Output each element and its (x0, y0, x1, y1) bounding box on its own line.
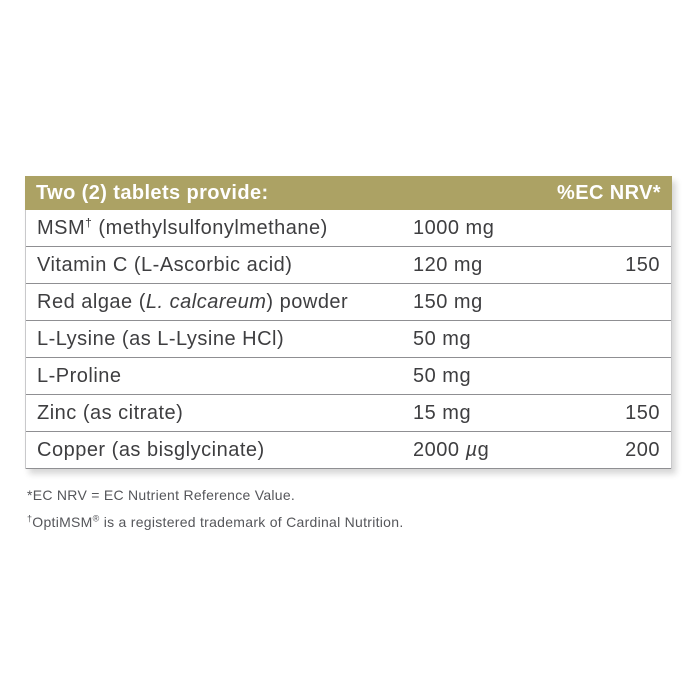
table-row-msm (26, 210, 671, 247)
table-header-nrv-label: %EC NRV* (557, 181, 661, 204)
nutrient-name: Red algae (L. calcareum) powder (37, 290, 349, 313)
nutrient-name: L-Lysine (as L-Lysine HCl) (37, 327, 285, 350)
nutrient-amount: 1000 mg (413, 216, 495, 239)
table-row-l-lysine (26, 321, 671, 358)
nutrient-name: Copper (as bisglycinate) (37, 438, 265, 461)
nutrient-amount: 15 mg (413, 401, 472, 424)
nutrient-amount: 120 mg (413, 253, 483, 276)
table-header-row (25, 176, 672, 210)
table-row-l-proline (26, 358, 671, 395)
asterisk-marker: * (27, 487, 33, 503)
dagger-marker: † (27, 513, 33, 524)
nutrient-amount: 2000 µg (413, 438, 490, 461)
table-body (25, 210, 672, 469)
nutrient-name: L-Proline (37, 364, 122, 387)
nutrient-name: MSM† (methylsulfonylmethane) (37, 214, 328, 239)
micro-symbol: µ (465, 438, 478, 461)
table-header-title: Two (2) tablets provide: (36, 181, 269, 204)
nutrient-amount: 50 mg (413, 327, 472, 350)
footnote-ec-nrv: *EC NRV = EC Nutrient Reference Value. (27, 487, 296, 503)
nutrient-nrv: 150 (625, 253, 660, 276)
dagger-marker: † (85, 214, 93, 229)
footnote-optimsm: †OptiMSM® is a registered trademark of Cardinal Nutrition. (27, 513, 404, 530)
latin-name: L. calcareum (145, 290, 267, 313)
table-row-vitamin-c (26, 247, 671, 284)
footnotes (27, 487, 404, 541)
nutrient-amount: 150 mg (413, 290, 483, 313)
table-row-zinc (26, 395, 671, 432)
supplement-table (25, 176, 672, 469)
nutrient-nrv: 200 (625, 438, 660, 461)
nutrient-amount: 50 mg (413, 364, 472, 387)
nutrient-name: Zinc (as citrate) (37, 401, 184, 424)
nutrient-name: Vitamin C (L-Ascorbic acid) (37, 253, 293, 276)
registered-trademark-icon: ® (92, 513, 100, 524)
table-row-red-algae (26, 284, 671, 321)
nutrient-nrv: 150 (625, 401, 660, 424)
table-row-copper (26, 432, 671, 469)
